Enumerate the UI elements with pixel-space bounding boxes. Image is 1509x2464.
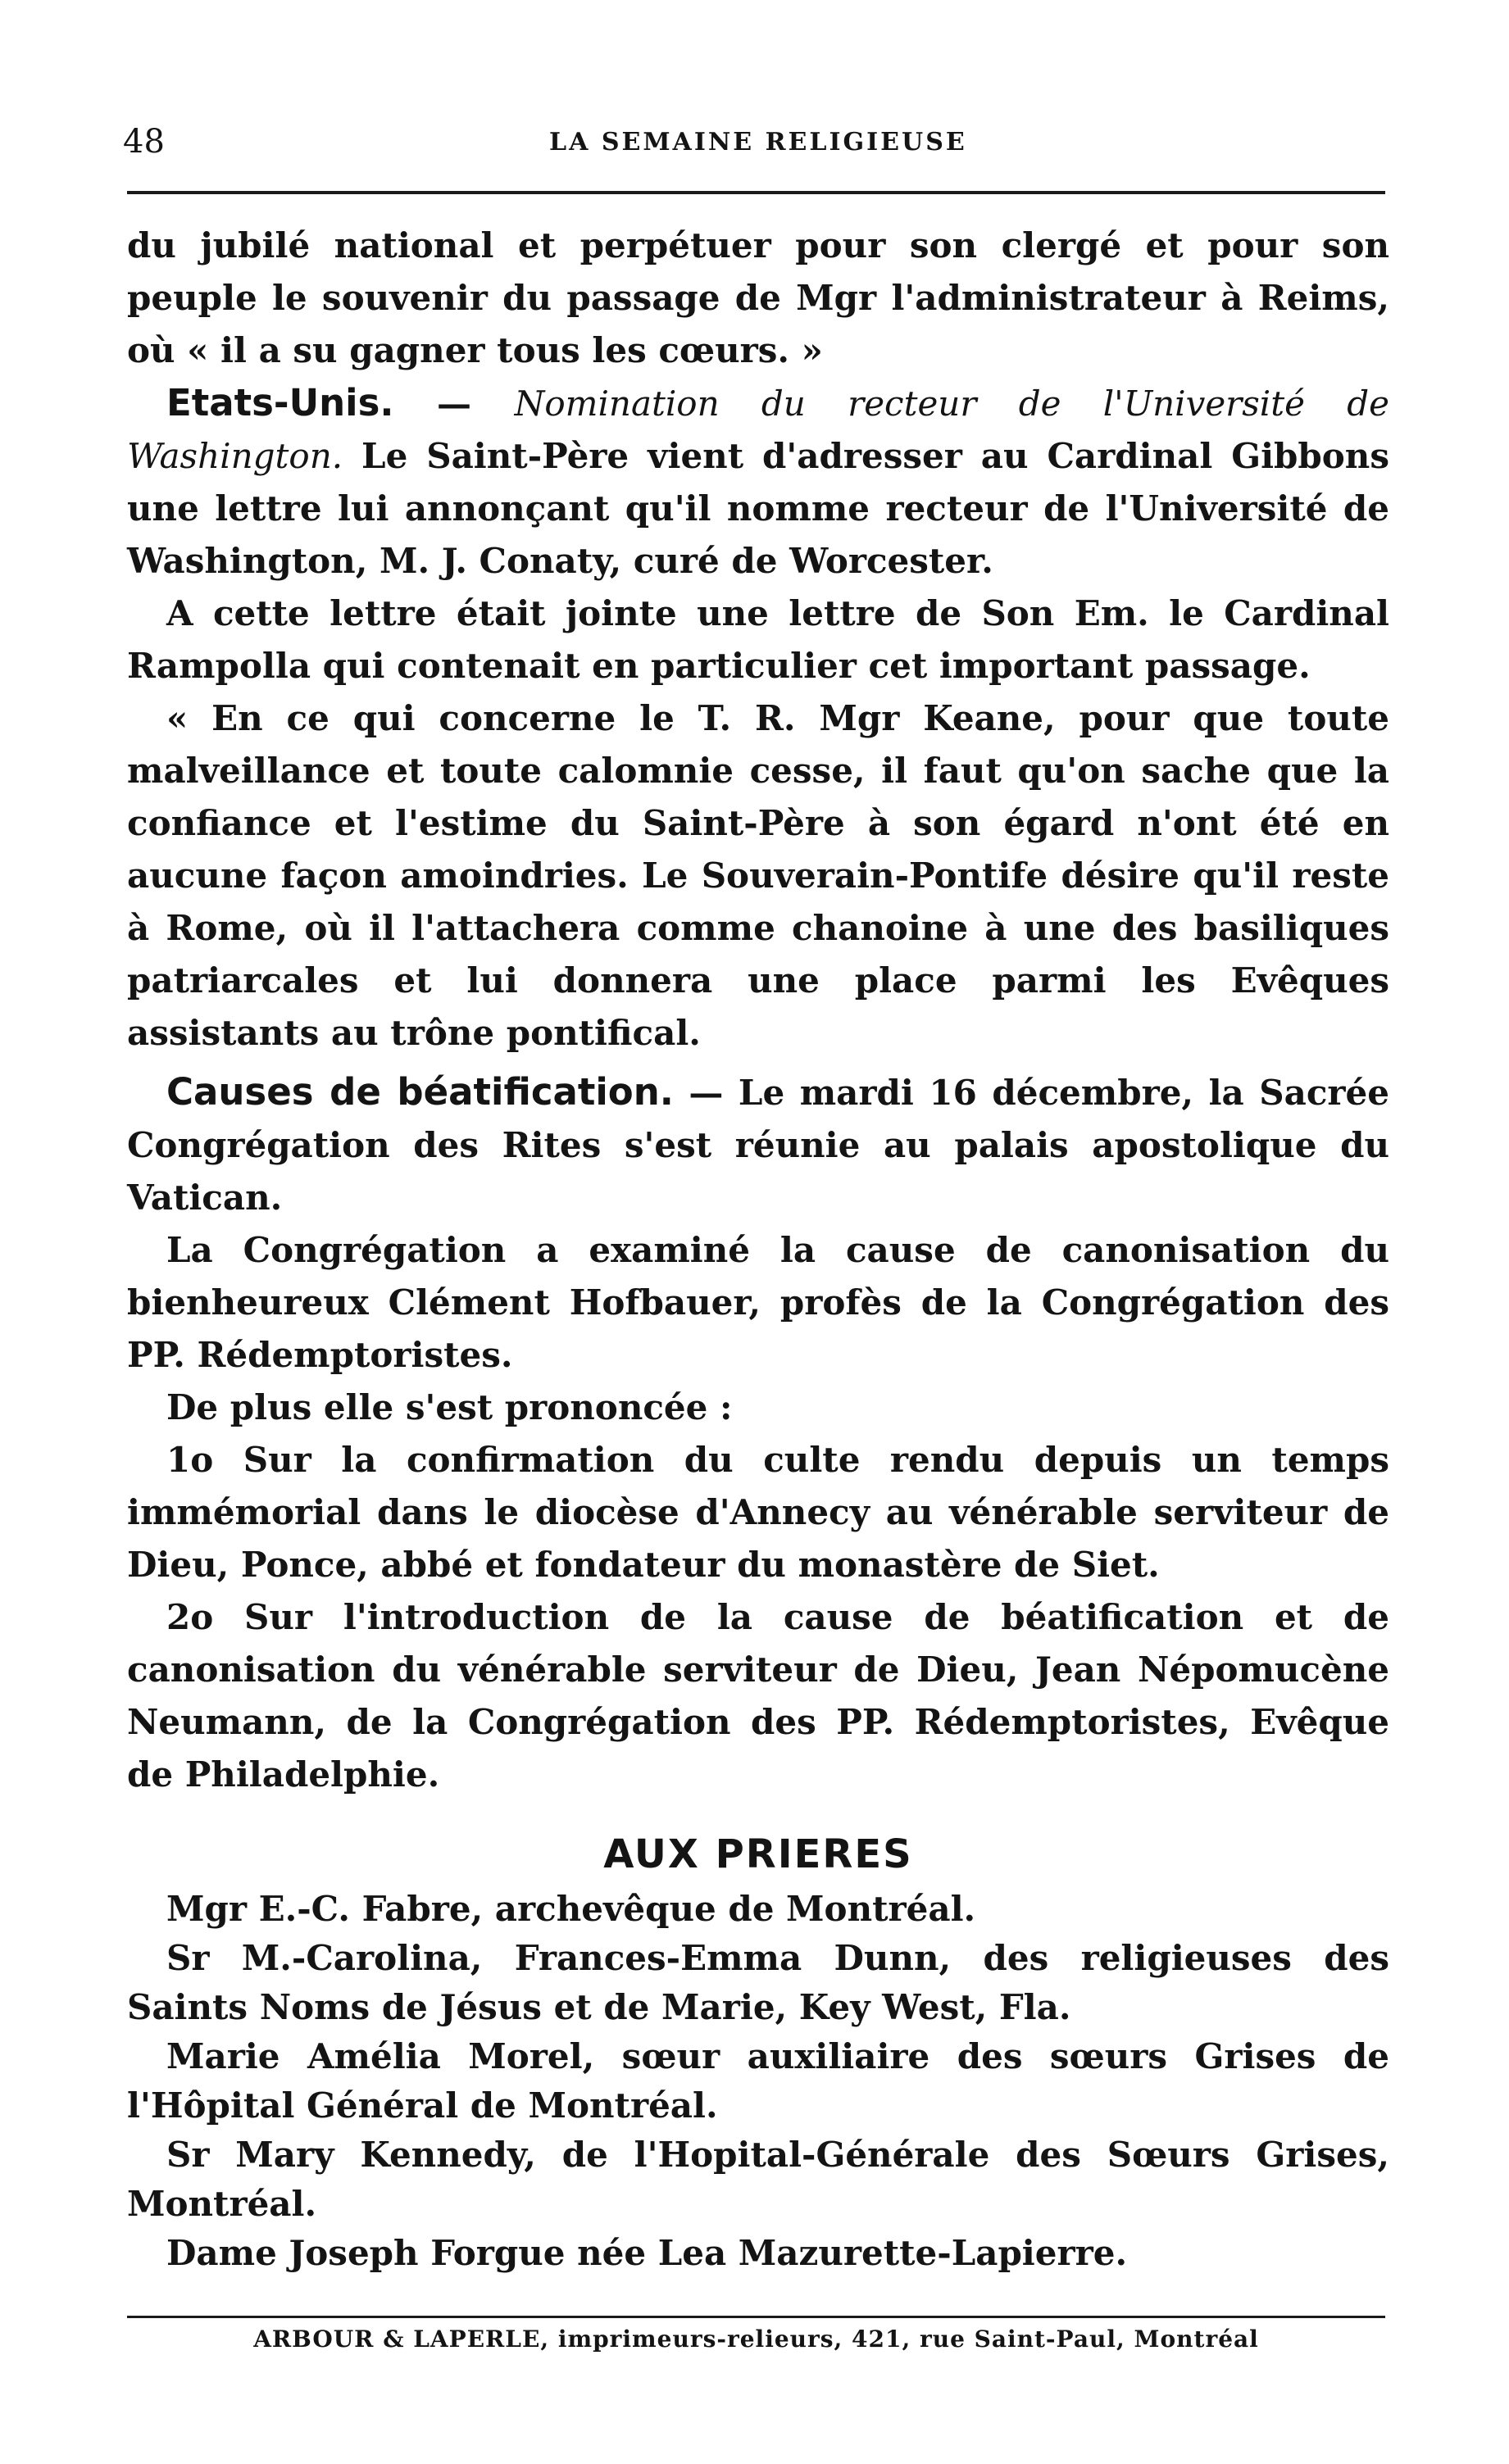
article-body <box>127 220 1389 1801</box>
paragraph-item-1: 1o Sur la confirmation du culte rendu depuis un temps immémorial dans le diocèse d'Annecy au vénérable serviteur de Dieu, Ponce, abbé et fondateur du monastère de Siet. <box>127 1440 1389 1585</box>
prayer-item: Sr M.-Carolina, Frances-Emma Dunn, des religieuses des Saints Noms de Jésus et de Marie, Key West, Fla. <box>127 1938 1389 2027</box>
section-title-prieres: AUX PRIERES <box>603 1831 913 1877</box>
paragraph-etats-unis <box>127 377 1389 588</box>
printer-imprint: ARBOUR & LAPERLE, imprimeurs-relieurs, 421, rue Saint-Paul, Montréal <box>253 2326 1259 2353</box>
paragraph-causes-text: — Le mardi 16 décembre, la Sacrée Congrégation des Rites s'est réunie au palais apostolique du Vatican. <box>127 1073 1389 1218</box>
prayer-item: Dame Joseph Forgue née Lea Mazurette-Lapierre. <box>166 2233 1128 2273</box>
paragraph-citation: « En ce qui concerne le T. R. Mgr Keane, pour que toute malveillance et toute calomnie cesse, il faut qu'on sache que la confiance et l'estime du Saint-Père à son égard n'ont été en aucune façon amoindries. Le Souverain-Pontife désire qu'il reste à Rome, où il l'attachera comme chanoine à une des basiliques patriarcales et lui donnera une place parmi les Evêques assistants au trône pontifical. <box>127 698 1389 1053</box>
paragraph-causes <box>127 1066 1389 1224</box>
prayer-item: Sr Mary Kennedy, de l'Hopital-Générale des Sœurs Grises, Montréal. <box>127 2135 1389 2224</box>
running-title: LA SEMAINE RELIGIEUSE <box>549 128 967 157</box>
page-number: 48 <box>123 123 165 161</box>
header-rule <box>127 191 1385 194</box>
prayers-list <box>127 1885 1389 2278</box>
rubric-dash: — <box>393 383 515 424</box>
paragraph-lettre: A cette lettre était jointe une lettre de Son Em. le Cardinal Rampolla qui contenait en particulier cet important passage. <box>127 593 1389 686</box>
paragraph-congregation: La Congrégation a examiné la cause de canonisation du bienheureux Clément Hofbauer, profès de la Congrégation des PP. Rédemptoristes. <box>127 1230 1389 1375</box>
paragraph-de-plus: De plus elle s'est prononcée : <box>166 1387 733 1427</box>
footer-rule <box>127 2316 1385 2318</box>
paragraph-item-2: 2o Sur l'introduction de la cause de béatification et de canonisation du vénérable serviteur de Dieu, Jean Népomucène Neumann, de la Congrégation des PP. Rédemptoristes, Evêque de Philadelphie. <box>127 1597 1389 1795</box>
paragraph-jubile: du jubilé national et perpétuer pour son clergé et pour son peuple le souvenir du passage de Mgr l'administrateur à Reims, où « il a su gagner tous les cœurs. » <box>127 225 1389 370</box>
prayer-item: Marie Amélia Morel, sœur auxiliaire des sœurs Grises de l'Hôpital Général de Montréal. <box>127 2036 1389 2126</box>
rubric-causes: Causes de béatification. <box>166 1070 674 1114</box>
prayer-item: Mgr E.-C. Fabre, archevêque de Montréal. <box>166 1889 976 1929</box>
article-title-nomination: Nomination du recteur de l'Université de Washington. <box>127 383 1389 476</box>
page-header <box>123 123 1385 172</box>
rubric-etats-unis: Etats-Unis. <box>166 381 394 424</box>
paragraph-etats-text: Le Saint-Père vient d'adresser au Cardinal Gibbons une lettre lui annonçant qu'il nomme recteur de l'Université de Washington, M. J. Conaty, curé de Worcester. <box>127 436 1389 581</box>
